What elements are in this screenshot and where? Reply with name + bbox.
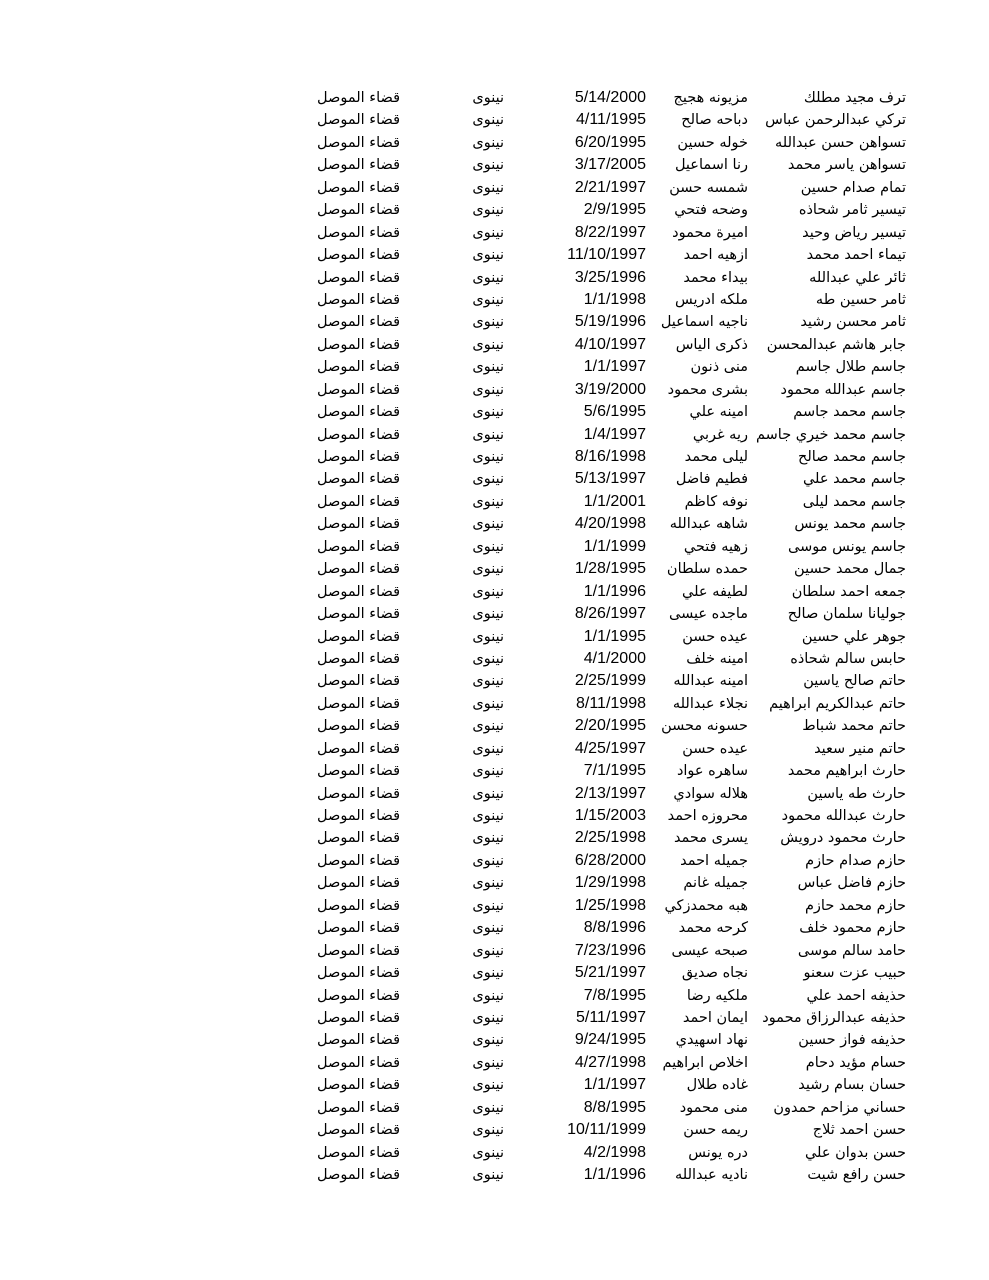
person-name-cell: حارث محمود درويش — [780, 830, 906, 847]
district-cell: قضاء الموصل — [317, 179, 400, 196]
person-name-cell: جاسم طلال جاسم — [795, 359, 906, 376]
governorate-cell: نينوى — [472, 359, 504, 376]
district-cell: قضاء الموصل — [317, 269, 400, 286]
person-name-cell: جوهر علي حسين — [801, 628, 906, 645]
governorate-cell: نينوى — [472, 897, 504, 914]
governorate-cell: نينوى — [472, 314, 504, 331]
district-cell: قضاء الموصل — [317, 561, 400, 578]
district-cell: قضاء الموصل — [317, 987, 400, 1004]
person-name-cell: حازم فاضل عباس — [797, 875, 906, 892]
governorate-cell: نينوى — [472, 471, 504, 488]
table-row — [318, 581, 910, 603]
district-cell: قضاء الموصل — [317, 381, 400, 398]
governorate-cell: نينوى — [472, 202, 504, 219]
district-cell: قضاء الموصل — [317, 740, 400, 757]
mother-name-cell: ريمه حسن — [683, 1122, 748, 1139]
records-table — [318, 87, 910, 1186]
person-name-cell: جاسم عبدالله محمود — [780, 381, 906, 398]
person-name-cell: جاسم محمد علي — [802, 471, 906, 488]
birth-date-cell: 10/11/1999 — [567, 1121, 646, 1139]
birth-date-cell: 5/11/1997 — [576, 1008, 646, 1026]
governorate-cell: نينوى — [472, 90, 504, 106]
mother-name-cell: دباحه صالح — [681, 112, 748, 129]
birth-date-cell: 2/9/1995 — [583, 201, 646, 219]
mother-name-cell: منى محمود — [679, 1099, 748, 1116]
person-name-cell: حسان بسام رشيد — [798, 1077, 906, 1094]
governorate-cell: نينوى — [472, 426, 504, 443]
person-name-cell: تركي عبدالرحمن عباس — [765, 112, 906, 129]
birth-date-cell: 1/28/1995 — [574, 560, 646, 578]
mother-name-cell: امينه خلف — [686, 650, 748, 667]
person-name-cell: حاتم محمد شباط — [802, 718, 906, 735]
person-name-cell: حسن بدوان علي — [804, 1144, 906, 1161]
district-cell: قضاء الموصل — [317, 291, 400, 308]
birth-date-cell: 1/1/1998 — [583, 290, 646, 308]
mother-name-cell: محروزه احمد — [667, 808, 748, 824]
birth-date-cell: 5/19/1996 — [574, 313, 646, 331]
birth-date-cell: 6/20/1995 — [574, 133, 646, 151]
birth-date-cell: 2/25/1998 — [574, 829, 646, 847]
person-name-cell: جاسم محمد خيري جاسم — [756, 426, 906, 443]
person-name-cell: تسواهن حسن عبدالله — [775, 134, 906, 151]
person-name-cell: حارث عبدالله محمود — [781, 808, 906, 824]
district-cell: قضاء الموصل — [317, 224, 400, 241]
birth-date-cell: 8/11/1998 — [576, 694, 646, 712]
table-row — [318, 917, 910, 939]
birth-date-cell: 7/8/1995 — [583, 986, 646, 1004]
governorate-cell: نينوى — [472, 1032, 504, 1049]
mother-name-cell: هبه محمدزكي — [664, 897, 748, 914]
person-name-cell: تيماء احمد محمد — [806, 247, 906, 264]
governorate-cell: نينوى — [472, 157, 504, 174]
person-name-cell: تيسير رياض وحيد — [802, 224, 906, 241]
person-name-cell: جاسم محمد صالح — [797, 449, 906, 465]
governorate-cell: نينوى — [472, 1144, 504, 1161]
district-cell: قضاء الموصل — [317, 449, 400, 465]
birth-date-cell: 9/24/1995 — [574, 1031, 646, 1049]
table-row — [318, 648, 910, 670]
person-name-cell: حاتم منير سعيد — [814, 740, 906, 757]
mother-name-cell: ريه غربي — [692, 426, 748, 443]
person-name-cell: حازم صدام حازم — [805, 852, 906, 869]
table-row — [318, 895, 910, 917]
district-cell: قضاء الموصل — [317, 359, 400, 376]
governorate-cell: نينوى — [472, 875, 504, 892]
governorate-cell: نينوى — [472, 269, 504, 286]
birth-date-cell: 1/29/1998 — [574, 874, 646, 892]
governorate-cell: نينوى — [472, 224, 504, 241]
table-row — [318, 1164, 910, 1186]
person-name-cell: جمعه احمد سلطان — [791, 583, 906, 600]
district-cell: قضاء الموصل — [317, 202, 400, 219]
mother-name-cell: ايمان احمد — [682, 1009, 748, 1026]
mother-name-cell: فطيم فاضل — [675, 471, 748, 488]
person-name-cell: حسن احمد ثلاج — [812, 1122, 906, 1139]
birth-date-cell: 8/8/1996 — [583, 919, 646, 937]
district-cell: قضاء الموصل — [317, 336, 400, 353]
mother-name-cell: جميله غانم — [683, 875, 748, 892]
table-row — [318, 783, 910, 805]
birth-date-cell: 5/6/1995 — [583, 403, 646, 421]
table-row — [318, 491, 910, 513]
district-cell: قضاء الموصل — [317, 538, 400, 555]
person-name-cell: جمال محمد حسين — [794, 561, 906, 578]
table-row — [318, 446, 910, 468]
table-row — [318, 1119, 910, 1141]
mother-name-cell: ناجيه اسماعيل — [660, 314, 748, 331]
district-cell: قضاء الموصل — [317, 134, 400, 151]
governorate-cell: نينوى — [472, 112, 504, 129]
mother-name-cell: بيداء محمد — [683, 269, 748, 286]
governorate-cell: نينوى — [472, 336, 504, 353]
birth-date-cell: 4/10/1997 — [574, 335, 646, 353]
table-row — [318, 985, 910, 1007]
birth-date-cell: 1/1/1995 — [583, 627, 646, 645]
birth-date-cell: 7/1/1995 — [583, 762, 646, 780]
person-name-cell: حارث ابراهيم محمد — [787, 763, 906, 780]
governorate-cell: نينوى — [472, 695, 504, 712]
person-name-cell: حذيفه عبدالرزاق محمود — [762, 1009, 906, 1026]
mother-name-cell: وضحه فتحي — [674, 202, 748, 219]
mother-name-cell: ماجده عيسى — [668, 606, 748, 623]
governorate-cell: نينوى — [472, 404, 504, 421]
person-name-cell: حساني مزاحم حمدون — [773, 1099, 906, 1116]
mother-name-cell: ناديه عبدالله — [675, 1167, 748, 1183]
person-name-cell: حارث طه ياسين — [807, 785, 906, 802]
table-row — [318, 244, 910, 266]
mother-name-cell: هلاله سوادي — [673, 785, 748, 802]
mother-name-cell: اخلاص ابراهيم — [662, 1054, 748, 1071]
district-cell: قضاء الموصل — [317, 942, 400, 959]
mother-name-cell: ليلى محمد — [684, 449, 748, 465]
table-row — [318, 154, 910, 176]
table-row — [318, 1029, 910, 1051]
table-row — [318, 132, 910, 154]
table-row — [318, 267, 910, 289]
person-name-cell: حبيب عزت سعنو — [803, 965, 906, 982]
district-cell: قضاء الموصل — [317, 583, 400, 600]
governorate-cell: نينوى — [472, 538, 504, 555]
mother-name-cell: صبحه عيسى — [671, 942, 748, 959]
governorate-cell: نينوى — [472, 449, 504, 465]
governorate-cell: نينوى — [472, 808, 504, 824]
mother-name-cell: اميرة محمود — [672, 224, 748, 241]
person-name-cell: حذيفه فواز حسين — [798, 1032, 906, 1049]
mother-name-cell: بشرى محمود — [667, 381, 748, 398]
mother-name-cell: نجلاء عبدالله — [672, 695, 748, 712]
table-row — [318, 693, 910, 715]
governorate-cell: نينوى — [472, 516, 504, 533]
person-name-cell: تمام صدام حسين — [800, 179, 906, 196]
district-cell: قضاء الموصل — [317, 1009, 400, 1026]
mother-name-cell: دره يونس — [688, 1144, 748, 1161]
table-row — [318, 850, 910, 872]
person-name-cell: حابس سالم شحاذه — [790, 650, 906, 667]
table-row — [318, 1142, 910, 1164]
person-name-cell: حذيفه احمد علي — [806, 987, 906, 1004]
mother-name-cell: امينه عبدالله — [673, 673, 748, 690]
birth-date-cell: 1/25/1998 — [574, 896, 646, 914]
governorate-cell: نينوى — [472, 606, 504, 623]
district-cell: قضاء الموصل — [317, 965, 400, 982]
governorate-cell: نينوى — [472, 561, 504, 578]
mother-name-cell: ملكه ادريس — [675, 291, 748, 308]
table-row — [318, 513, 910, 535]
table-row — [318, 401, 910, 423]
table-row — [318, 670, 910, 692]
district-cell: قضاء الموصل — [317, 247, 400, 264]
mother-name-cell: كرحه محمد — [678, 920, 748, 937]
birth-date-cell: 4/20/1998 — [574, 515, 646, 533]
birth-date-cell: 4/11/1995 — [576, 111, 646, 129]
governorate-cell: نينوى — [472, 134, 504, 151]
birth-date-cell: 2/13/1997 — [574, 784, 646, 802]
table-row — [318, 962, 910, 984]
district-cell: قضاء الموصل — [317, 493, 400, 510]
table-row — [318, 1007, 910, 1029]
birth-date-cell: 2/21/1997 — [574, 178, 646, 196]
table-row — [318, 311, 910, 333]
governorate-cell: نينوى — [472, 718, 504, 735]
birth-date-cell: 1/1/1999 — [583, 537, 646, 555]
district-cell: قضاء الموصل — [317, 695, 400, 712]
birth-date-cell: 5/14/2000 — [574, 89, 646, 106]
birth-date-cell: 8/22/1997 — [574, 223, 646, 241]
district-cell: قضاء الموصل — [317, 1032, 400, 1049]
table-row — [318, 222, 910, 244]
district-cell: قضاء الموصل — [317, 1144, 400, 1161]
mother-name-cell: منى ذنون — [690, 359, 748, 376]
table-row — [318, 1074, 910, 1096]
mother-name-cell: خوله حسين — [677, 134, 748, 151]
person-name-cell: حامد سالم موسى — [797, 942, 906, 959]
birth-date-cell: 11/10/1997 — [567, 246, 646, 264]
governorate-cell: نينوى — [472, 628, 504, 645]
district-cell: قضاء الموصل — [317, 606, 400, 623]
birth-date-cell: 1/1/1997 — [583, 358, 646, 376]
mother-name-cell: امينه علي — [689, 404, 748, 421]
person-name-cell: حازم محمد حازم — [804, 897, 906, 914]
mother-name-cell: ملكيه رضا — [686, 987, 748, 1004]
person-name-cell: حازم محمود خلف — [799, 920, 906, 937]
birth-date-cell: 4/25/1997 — [574, 739, 646, 757]
person-name-cell: جوليانا سلمان صالح — [787, 606, 906, 623]
birth-date-cell: 4/2/1998 — [583, 1143, 646, 1161]
district-cell: قضاء الموصل — [317, 1077, 400, 1094]
mother-name-cell: حمده سلطان — [666, 561, 748, 578]
governorate-cell: نينوى — [472, 1122, 504, 1139]
district-cell: قضاء الموصل — [317, 650, 400, 667]
person-name-cell: حسن رافع شيت — [807, 1167, 906, 1183]
birth-date-cell: 4/1/2000 — [583, 649, 646, 667]
district-cell: قضاء الموصل — [317, 785, 400, 802]
table-row — [318, 603, 910, 625]
birth-date-cell: 5/13/1997 — [574, 470, 646, 488]
district-cell: قضاء الموصل — [317, 471, 400, 488]
governorate-cell: نينوى — [472, 965, 504, 982]
person-name-cell: جاسم محمد يونس — [794, 516, 906, 533]
governorate-cell: نينوى — [472, 381, 504, 398]
governorate-cell: نينوى — [472, 920, 504, 937]
birth-date-cell: 1/1/2001 — [583, 492, 646, 510]
mother-name-cell: شاهه عبدالله — [669, 516, 748, 533]
table-row — [318, 334, 910, 356]
person-name-cell: جاسم محمد جاسم — [793, 404, 906, 421]
governorate-cell: نينوى — [472, 1077, 504, 1094]
governorate-cell: نينوى — [472, 785, 504, 802]
table-row — [318, 1052, 910, 1074]
district-cell: قضاء الموصل — [317, 830, 400, 847]
birth-date-cell: 8/16/1998 — [574, 448, 646, 465]
mother-name-cell: شمسه حسن — [669, 179, 748, 196]
birth-date-cell: 1/4/1997 — [583, 425, 646, 443]
person-name-cell: حاتم عبدالكريم ابراهيم — [769, 695, 906, 712]
district-cell: قضاء الموصل — [317, 1122, 400, 1139]
table-row — [318, 379, 910, 401]
table-row — [318, 827, 910, 849]
birth-date-cell: 8/8/1995 — [583, 1098, 646, 1116]
district-cell: قضاء الموصل — [317, 426, 400, 443]
district-cell: قضاء الموصل — [317, 314, 400, 331]
governorate-cell: نينوى — [472, 987, 504, 1004]
mother-name-cell: عيده حسن — [682, 628, 748, 645]
person-name-cell: حاتم صالح ياسين — [803, 673, 906, 690]
mother-name-cell: حسونه محسن — [661, 718, 748, 735]
governorate-cell: نينوى — [472, 247, 504, 264]
district-cell: قضاء الموصل — [317, 1099, 400, 1116]
governorate-cell: نينوى — [472, 942, 504, 959]
mother-name-cell: نهاد اسهيدي — [675, 1032, 748, 1049]
birth-date-cell: 3/19/2000 — [574, 380, 646, 398]
birth-date-cell: 1/1/1996 — [583, 582, 646, 600]
governorate-cell: نينوى — [472, 830, 504, 847]
person-name-cell: ثامر حسين طه — [815, 291, 906, 308]
table-row — [318, 760, 910, 782]
person-name-cell: تيسير ثامر شحاذه — [798, 202, 906, 219]
governorate-cell: نينوى — [472, 493, 504, 510]
district-cell: قضاء الموصل — [317, 673, 400, 690]
person-name-cell: جابر هاشم عبدالمحسن — [766, 336, 906, 353]
governorate-cell: نينوى — [472, 291, 504, 308]
governorate-cell: نينوى — [472, 673, 504, 690]
birth-date-cell: 7/23/1996 — [574, 941, 646, 959]
table-row — [318, 87, 910, 109]
table-row — [318, 715, 910, 737]
person-name-cell: تسواهن ياسر محمد — [787, 157, 906, 174]
governorate-cell: نينوى — [472, 763, 504, 780]
person-name-cell: جاسم يونس موسى — [788, 538, 906, 555]
birth-date-cell: 8/26/1997 — [574, 605, 646, 623]
mother-name-cell: يسرى محمد — [673, 830, 748, 847]
mother-name-cell: مزيونه هجيج — [673, 90, 748, 106]
mother-name-cell: جميله احمد — [680, 852, 748, 869]
table-row — [318, 109, 910, 131]
district-cell: قضاء الموصل — [317, 852, 400, 869]
governorate-cell: نينوى — [472, 1167, 504, 1183]
table-row — [318, 738, 910, 760]
governorate-cell: نينوى — [472, 852, 504, 869]
birth-date-cell: 3/25/1996 — [574, 268, 646, 286]
table-row — [318, 805, 910, 827]
table-row — [318, 177, 910, 199]
table-row — [318, 468, 910, 490]
district-cell: قضاء الموصل — [317, 516, 400, 533]
mother-name-cell: غاده طلال — [686, 1077, 748, 1094]
table-row — [318, 199, 910, 221]
district-cell: قضاء الموصل — [317, 718, 400, 735]
district-cell: قضاء الموصل — [317, 404, 400, 421]
governorate-cell: نينوى — [472, 1099, 504, 1116]
table-row — [318, 424, 910, 446]
district-cell: قضاء الموصل — [317, 1054, 400, 1071]
person-name-cell: حسام مؤيد دحام — [805, 1054, 906, 1071]
district-cell: قضاء الموصل — [317, 897, 400, 914]
mother-name-cell: زهيه فتحي — [683, 538, 748, 555]
table-row — [318, 289, 910, 311]
district-cell: قضاء الموصل — [317, 875, 400, 892]
mother-name-cell: ازهيه احمد — [683, 247, 748, 264]
mother-name-cell: نوفه كاظم — [684, 493, 748, 510]
mother-name-cell: رنا اسماعيل — [674, 157, 748, 174]
birth-date-cell: 3/17/2005 — [574, 156, 646, 174]
district-cell: قضاء الموصل — [317, 90, 400, 106]
district-cell: قضاء الموصل — [317, 628, 400, 645]
table-row — [318, 872, 910, 894]
governorate-cell: نينوى — [472, 179, 504, 196]
person-name-cell: ترف مجيد مطلك — [803, 90, 906, 106]
person-name-cell: ثامر محسن رشيد — [800, 314, 906, 331]
table-row — [318, 940, 910, 962]
table-row — [318, 626, 910, 648]
district-cell: قضاء الموصل — [317, 157, 400, 174]
table-row — [318, 558, 910, 580]
mother-name-cell: ساهره عواد — [676, 763, 748, 780]
table-row — [318, 356, 910, 378]
table-row — [318, 536, 910, 558]
birth-date-cell: 2/20/1995 — [574, 717, 646, 735]
district-cell: قضاء الموصل — [317, 920, 400, 937]
table-row — [318, 1097, 910, 1119]
birth-date-cell: 1/15/2003 — [574, 807, 646, 824]
person-name-cell: ثائر علي عبدالله — [809, 269, 906, 286]
governorate-cell: نينوى — [472, 1054, 504, 1071]
governorate-cell: نينوى — [472, 583, 504, 600]
district-cell: قضاء الموصل — [317, 112, 400, 129]
birth-date-cell: 1/1/1996 — [583, 1166, 646, 1183]
governorate-cell: نينوى — [472, 1009, 504, 1026]
mother-name-cell: لطيفه علي — [682, 583, 748, 600]
district-cell: قضاء الموصل — [317, 808, 400, 824]
mother-name-cell: ذكرى الياس — [675, 336, 748, 353]
birth-date-cell: 2/25/1999 — [574, 672, 646, 690]
birth-date-cell: 5/21/1997 — [574, 964, 646, 982]
mother-name-cell: عيده حسن — [682, 740, 748, 757]
governorate-cell: نينوى — [472, 740, 504, 757]
birth-date-cell: 1/1/1997 — [583, 1076, 646, 1094]
mother-name-cell: نجاه صديق — [681, 965, 748, 982]
birth-date-cell: 6/28/2000 — [574, 851, 646, 869]
person-name-cell: جاسم محمد ليلى — [802, 493, 906, 510]
governorate-cell: نينوى — [472, 650, 504, 667]
birth-date-cell: 4/27/1998 — [574, 1053, 646, 1071]
district-cell: قضاء الموصل — [317, 763, 400, 780]
district-cell: قضاء الموصل — [317, 1167, 400, 1183]
